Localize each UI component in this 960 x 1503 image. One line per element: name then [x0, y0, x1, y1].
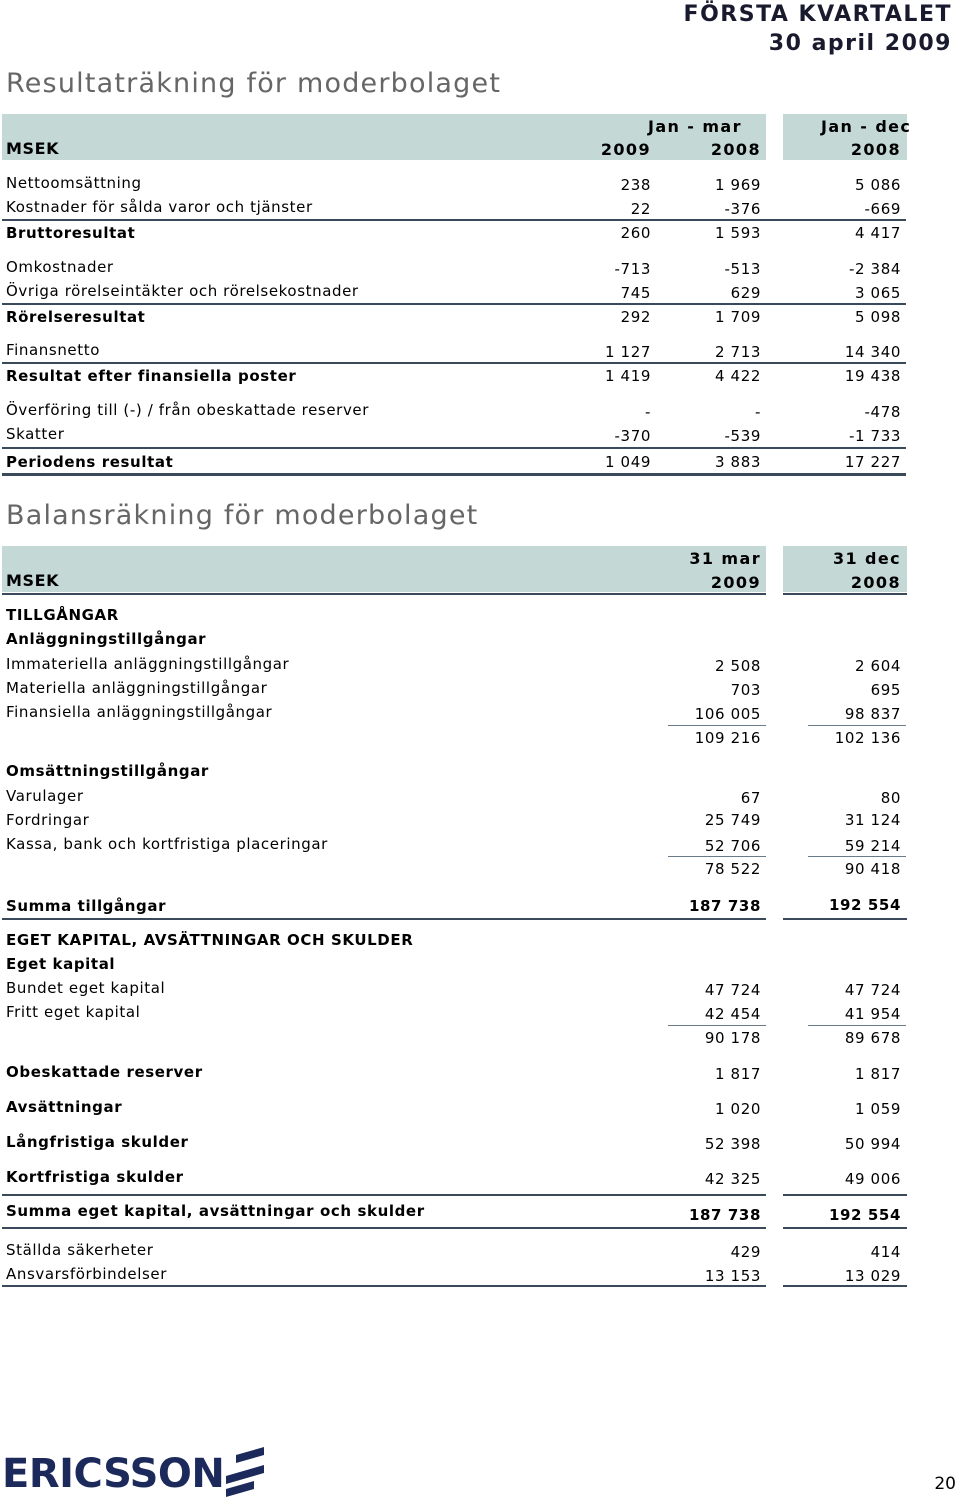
divider: [2, 1285, 766, 1287]
income-row-value-q1-2009: -370: [614, 427, 651, 445]
total-assets-2009: 187 738: [688, 897, 761, 915]
income-row-value-q1-2009: 1 127: [605, 343, 651, 361]
total-assets-2008: 192 554: [828, 896, 901, 914]
balance-row-value-2009: 429: [730, 1243, 761, 1261]
balance-date-label-dec: 31 dec: [832, 549, 901, 568]
balance-row-label: Kassa, bank och kortfristiga placeringar: [6, 835, 328, 853]
subtotal-line: [668, 856, 766, 857]
total-assets-label: Summa tillgångar: [6, 897, 167, 915]
income-period-label-jan-mar: Jan - mar: [648, 117, 742, 136]
income-period-label-jan-dec: Jan - dec: [821, 117, 912, 136]
balance-row-value-2009: 42 454: [704, 1005, 761, 1023]
balance-row-value-2008: 49 006: [844, 1170, 901, 1188]
income-row-value-q1-2009: 292: [620, 308, 651, 326]
income-row-value-q1-2009: -: [644, 403, 651, 421]
balance-row-label: Kortfristiga skulder: [6, 1168, 184, 1186]
balance-row-value-2009: 42 325: [704, 1170, 761, 1188]
balance-row-value-2009: 52 398: [704, 1135, 761, 1153]
divider: [783, 1285, 907, 1287]
subtotal-value-2008: 90 418: [844, 860, 901, 878]
balance-row-value-2008: 1 059: [855, 1100, 901, 1118]
subtotal-value-2009: 90 178: [704, 1029, 761, 1047]
double-divider: [2, 473, 906, 476]
report-period-title: FÖRSTA KVARTALET: [683, 2, 952, 27]
divider: [2, 593, 766, 595]
divider: [783, 1227, 907, 1229]
balance-unit-label: MSEK: [6, 571, 60, 590]
balance-row-value-2009: 703: [730, 681, 761, 699]
income-row-value-q1-2008: 1 593: [715, 224, 761, 242]
report-date: 30 april 2009: [768, 31, 952, 56]
total-equity-liabilities-2009: 187 738: [688, 1206, 761, 1224]
income-row-value-q1-2008: 4 422: [715, 367, 761, 385]
divider: [2, 918, 766, 920]
balance-row-value-2008: 13 029: [844, 1267, 901, 1285]
balance-row-label: Finansiella anläggningstillgångar: [6, 703, 273, 721]
balance-row-value-2008: 47 724: [844, 981, 901, 999]
subtotal-value-2009: 109 216: [694, 729, 761, 747]
balance-row-label: Varulager: [6, 787, 84, 805]
income-row-label: Finansnetto: [6, 341, 100, 359]
balance-row-label: Långfristiga skulder: [6, 1133, 189, 1151]
ericsson-logo-wordmark: ERICSSON: [2, 1451, 225, 1497]
subtotal-value-2008: 89 678: [844, 1029, 901, 1047]
divider: [783, 918, 907, 920]
section-heading-assets: TILLGÅNGAR: [6, 606, 119, 624]
balance-row-label: Ansvarsförbindelser: [6, 1265, 167, 1283]
ericsson-stripes-icon: [222, 1447, 268, 1497]
income-row-label: Kostnader för sålda varor och tjänster: [6, 198, 313, 216]
income-row-value-fy-2008: -2 384: [849, 260, 901, 278]
income-row-label: Nettoomsättning: [6, 174, 142, 192]
balance-row-value-2009: 25 749: [704, 811, 761, 829]
balance-row-value-2009: 2 508: [715, 657, 761, 675]
balance-row-value-2009: 106 005: [694, 705, 761, 723]
income-row-value-q1-2008: -376: [724, 200, 761, 218]
total-equity-liabilities-label: Summa eget kapital, avsättningar och skulder: [6, 1202, 425, 1220]
income-row-value-q1-2008: 1 969: [715, 176, 761, 194]
balance-date-label-mar: 31 mar: [689, 549, 761, 568]
income-row-value-fy-2008: -669: [864, 200, 901, 218]
subtotal-line: [668, 725, 766, 726]
income-row-value-q1-2009: 1 419: [605, 367, 651, 385]
balance-row-label: Fordringar: [6, 811, 90, 829]
income-row-value-q1-2009: 260: [620, 224, 651, 242]
subtotal-value-2008: 102 136: [834, 729, 901, 747]
income-row-value-q1-2009: 22: [630, 200, 651, 218]
balance-row-label: Materiella anläggningstillgångar: [6, 679, 268, 697]
balance-row-value-2008: 695: [870, 681, 901, 699]
income-row-value-fy-2008: 5 086: [855, 176, 901, 194]
balance-sheet-title: Balansräkning för moderbolaget: [6, 500, 479, 531]
income-row-value-fy-2008: 5 098: [855, 308, 901, 326]
balance-header-band-left: [2, 546, 766, 592]
balance-row-value-2008: 2 604: [855, 657, 901, 675]
subtotal-line: [808, 856, 906, 857]
income-col-2009: 2009: [600, 140, 651, 159]
balance-row-value-2008: 1 817: [855, 1065, 901, 1083]
balance-row-label: Avsättningar: [6, 1098, 123, 1116]
income-row-value-q1-2008: 2 713: [715, 343, 761, 361]
balance-row-value-2008: 98 837: [844, 705, 901, 723]
balance-row-value-2009: 1 817: [715, 1065, 761, 1083]
divider: [2, 303, 906, 305]
balance-row-value-2008: 41 954: [844, 1005, 901, 1023]
income-row-label: Överföring till (-) / från obeskattade reserver: [6, 401, 370, 419]
divider: [2, 362, 906, 364]
income-row-value-fy-2008: 19 438: [844, 367, 901, 385]
income-row-value-q1-2008: 629: [730, 284, 761, 302]
income-row-label: Övriga rörelseintäkter och rörelsekostnader: [6, 282, 359, 300]
divider: [2, 1194, 766, 1196]
income-row-label: Resultat efter finansiella poster: [6, 367, 297, 385]
income-statement-title: Resultaträkning för moderbolaget: [6, 68, 502, 99]
balance-row-label: Obeskattade reserver: [6, 1063, 203, 1081]
balance-row-label: Ställda säkerheter: [6, 1241, 154, 1259]
income-row-value-q1-2009: 238: [620, 176, 651, 194]
divider: [2, 1227, 766, 1229]
income-row-label: Rörelseresultat: [6, 308, 146, 326]
income-row-value-fy-2008: -1 733: [849, 427, 901, 445]
page-number: 20: [934, 1474, 956, 1494]
subtotal-line: [808, 725, 906, 726]
balance-row-value-2008: 80: [880, 789, 901, 807]
income-row-value-fy-2008: 3 065: [855, 284, 901, 302]
balance-row-value-2008: 50 994: [844, 1135, 901, 1153]
income-row-value-q1-2009: 1 049: [605, 453, 651, 471]
subtotal-value-2009: 78 522: [704, 860, 761, 878]
section-subheading: Anläggningstillgångar: [6, 630, 207, 648]
income-row-label: Omkostnader: [6, 258, 114, 276]
section-subheading: Omsättningstillgångar: [6, 762, 209, 780]
income-row-value-q1-2008: -513: [724, 260, 761, 278]
balance-row-value-2009: 67: [740, 789, 761, 807]
income-col-2008-full-year: 2008: [850, 140, 901, 159]
balance-row-value-2008: 59 214: [844, 837, 901, 855]
income-col-2008: 2008: [710, 140, 761, 159]
total-equity-liabilities-2008: 192 554: [828, 1206, 901, 1224]
balance-row-value-2008: 414: [870, 1243, 901, 1261]
income-row-value-q1-2008: 1 709: [715, 308, 761, 326]
income-row-value-fy-2008: 14 340: [844, 343, 901, 361]
divider: [783, 593, 907, 595]
income-row-value-fy-2008: 17 227: [844, 453, 901, 471]
divider: [2, 447, 906, 449]
income-row-value-q1-2008: -539: [724, 427, 761, 445]
income-row-value-fy-2008: -478: [864, 403, 901, 421]
income-row-value-q1-2008: 3 883: [715, 453, 761, 471]
income-row-label: Periodens resultat: [6, 453, 174, 471]
income-row-label: Bruttoresultat: [6, 224, 136, 242]
income-row-value-q1-2009: -713: [614, 260, 651, 278]
balance-row-label: Immateriella anläggningstillgångar: [6, 655, 290, 673]
balance-row-value-2009: 47 724: [704, 981, 761, 999]
balance-row-value-2008: 31 124: [844, 811, 901, 829]
income-row-value-fy-2008: 4 417: [855, 224, 901, 242]
income-row-value-q1-2009: 745: [620, 284, 651, 302]
balance-col-2009: 2009: [710, 573, 761, 592]
divider: [783, 1194, 907, 1196]
subtotal-line: [668, 1025, 766, 1026]
balance-row-label: Bundet eget kapital: [6, 979, 166, 997]
balance-row-value-2009: 1 020: [715, 1100, 761, 1118]
balance-row-value-2009: 13 153: [704, 1267, 761, 1285]
balance-row-label: Fritt eget kapital: [6, 1003, 141, 1021]
income-unit-label: MSEK: [6, 139, 60, 158]
income-row-value-q1-2008: -: [754, 403, 761, 421]
section-subheading: Eget kapital: [6, 955, 116, 973]
subtotal-line: [808, 1025, 906, 1026]
balance-row-value-2009: 52 706: [704, 837, 761, 855]
divider: [2, 219, 906, 221]
income-row-label: Skatter: [6, 425, 65, 443]
section-heading-equity-liabilities: EGET KAPITAL, AVSÄTTNINGAR OCH SKULDER: [6, 931, 414, 949]
balance-col-2008: 2008: [850, 573, 901, 592]
